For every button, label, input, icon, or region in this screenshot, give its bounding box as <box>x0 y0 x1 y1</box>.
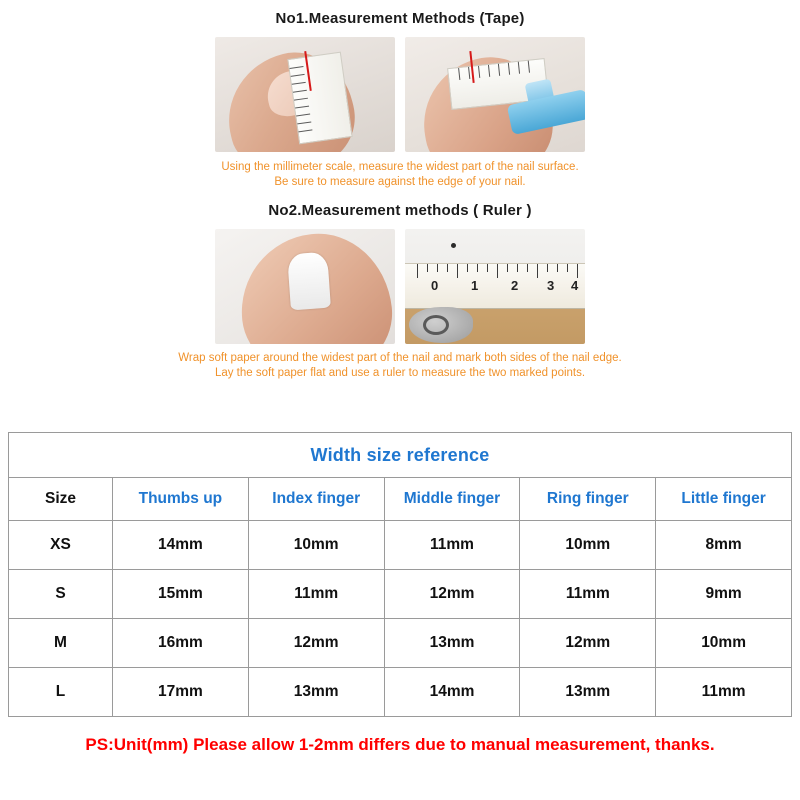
table-title: Width size reference <box>9 433 792 478</box>
cell-ring: 13mm <box>520 668 656 717</box>
cell-little: 9mm <box>656 570 792 619</box>
section-1-caption <box>0 160 800 190</box>
cell-thumb: 14mm <box>113 521 249 570</box>
cell-middle: 12mm <box>384 570 520 619</box>
paper-wrap-shape <box>287 252 331 311</box>
cell-size: S <box>9 570 113 619</box>
cell-thumb: 16mm <box>113 619 249 668</box>
width-size-reference-table <box>8 432 792 717</box>
ring-object <box>423 315 449 335</box>
mark-dot <box>451 243 456 248</box>
table-row <box>9 668 792 717</box>
section-1-photos <box>0 37 800 152</box>
ruler-tick-label: 1 <box>471 278 479 293</box>
section-2-title: No2.Measurement methods ( Ruler ) <box>268 202 532 219</box>
measurement-disclaimer: PS:Unit(mm) Please allow 1-2mm differs due to manual measurement, thanks. <box>85 735 715 754</box>
photo-paper-wrapped-finger <box>215 229 395 344</box>
ruler-tick-label: 0 <box>431 278 439 293</box>
caption-line: Using the millimeter scale, measure the widest part of the nail surface. <box>221 161 579 173</box>
column-header-little: Little finger <box>656 478 792 521</box>
cell-middle: 13mm <box>384 619 520 668</box>
cell-size: XS <box>9 521 113 570</box>
caption-line: Lay the soft paper flat and use a ruler to measure the two marked points. <box>214 367 586 379</box>
cell-middle: 11mm <box>384 521 520 570</box>
photo-tape-measure-nail-2 <box>405 37 585 152</box>
cell-size: M <box>9 619 113 668</box>
ruler-tick-label: 3 <box>547 278 555 293</box>
cell-index: 11mm <box>248 570 384 619</box>
column-header-size: Size <box>9 478 113 521</box>
photo-ruler-measurement <box>405 229 585 344</box>
cell-ring: 10mm <box>520 521 656 570</box>
ruler-tick-label: 4 <box>571 278 579 293</box>
column-header-middle: Middle finger <box>384 478 520 521</box>
ruler <box>405 263 585 309</box>
column-header-index: Index finger <box>248 478 384 521</box>
caption-line: Be sure to measure against the edge of your nail. <box>274 176 526 188</box>
table-row <box>9 570 792 619</box>
table-title-row <box>9 433 792 478</box>
table-row <box>9 521 792 570</box>
cell-little: 11mm <box>656 668 792 717</box>
section-1-title: No1.Measurement Methods (Tape) <box>275 10 525 27</box>
cell-index: 10mm <box>248 521 384 570</box>
cell-ring: 11mm <box>520 570 656 619</box>
ruler-tick-label: 2 <box>511 278 519 293</box>
column-header-ring: Ring finger <box>520 478 656 521</box>
section-2-photos <box>0 229 800 344</box>
tape-measure <box>287 52 352 145</box>
cell-little: 8mm <box>656 521 792 570</box>
caption-line: Wrap soft paper around the widest part of the nail and mark both sides of the nail edge. <box>178 352 622 364</box>
table-row <box>9 619 792 668</box>
cell-index: 13mm <box>248 668 384 717</box>
cell-little: 10mm <box>656 619 792 668</box>
table-header-row <box>9 478 792 521</box>
photo-tape-measure-nail <box>215 37 395 152</box>
cell-thumb: 15mm <box>113 570 249 619</box>
cell-middle: 14mm <box>384 668 520 717</box>
section-2-caption <box>0 351 800 381</box>
column-header-thumb: Thumbs up <box>113 478 249 521</box>
cell-size: L <box>9 668 113 717</box>
cell-index: 12mm <box>248 619 384 668</box>
cell-ring: 12mm <box>520 619 656 668</box>
size-table-wrapper <box>8 432 792 717</box>
cell-thumb: 17mm <box>113 668 249 717</box>
